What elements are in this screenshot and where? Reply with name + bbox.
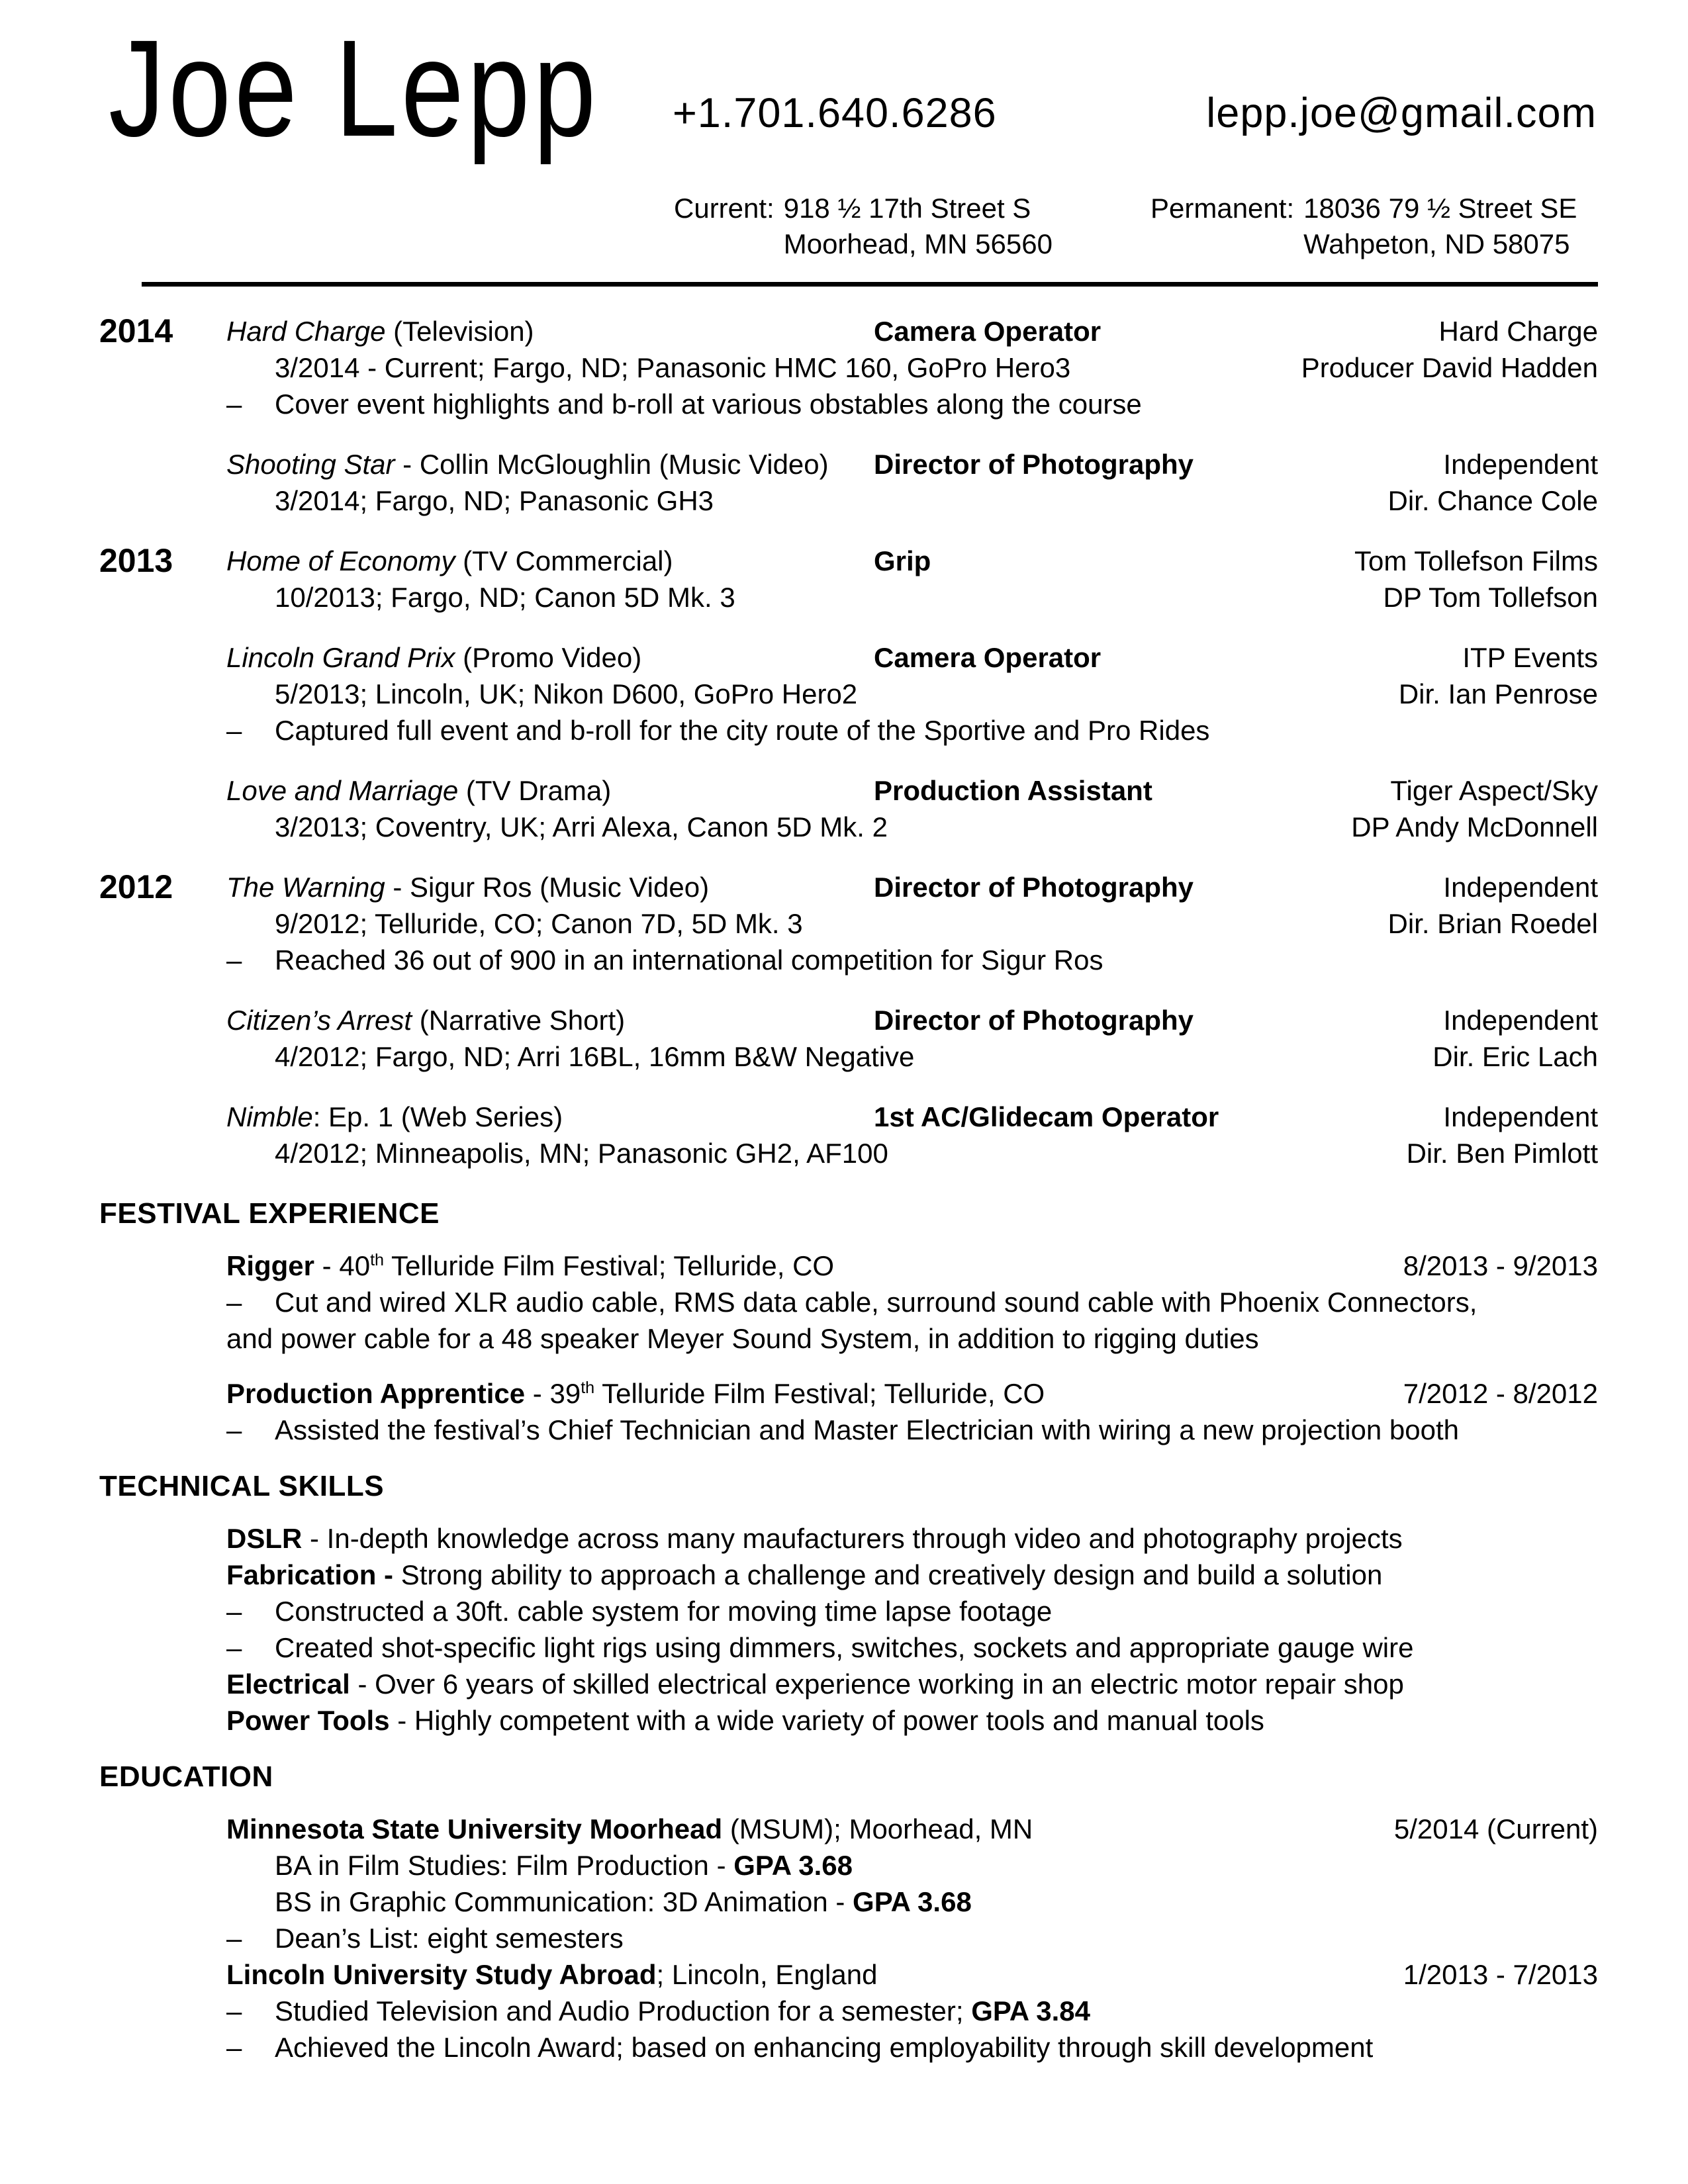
skill-line <box>226 1666 1598 1702</box>
school-name: Lincoln University Study Abroad <box>226 1959 657 1990</box>
festival-entry-header <box>226 1248 1598 1284</box>
permanent-address-label: Permanent: <box>1150 193 1295 224</box>
resume-body <box>99 313 1598 2066</box>
education-section-heading: EDUCATION <box>99 1760 273 1793</box>
company-name: Independent <box>1443 1005 1598 1036</box>
credit-line: Dir. Ian Penrose <box>1398 678 1598 709</box>
experience-entry <box>99 639 1598 749</box>
project-title <box>226 1002 874 1038</box>
bullet-text: Captured full event and b-roll for the city route of the Sportive and Pro Rides <box>275 715 1210 746</box>
current-address-label: Current: <box>674 193 774 224</box>
experience-entry <box>99 313 1598 422</box>
year-label <box>99 446 226 482</box>
credit-line: DP Andy McDonnell <box>1351 811 1598 842</box>
company-name: Tom Tollefson Films <box>1354 545 1598 576</box>
bullet <box>226 1284 1598 1320</box>
project-title-name: Nimble <box>226 1101 313 1132</box>
festival-role-title <box>226 1248 834 1284</box>
skill-name: DSLR <box>226 1523 303 1554</box>
degree-text: BA in Film Studies: Film Production - <box>275 1850 734 1881</box>
education-dates: 1/2013 - 7/2013 <box>1403 1959 1598 1990</box>
company-name: Independent <box>1443 1101 1598 1132</box>
bullet-text: Assisted the festival’s Chief Technician and Master Electrician with wiring a new projection booth <box>275 1414 1460 1445</box>
project-title-name: Shooting Star <box>226 449 395 480</box>
current-address-line2: Moorhead, MN 56560 <box>783 228 1053 259</box>
festival-ordinal: 39 <box>549 1378 581 1409</box>
job-details: 4/2012; Fargo, ND; Arri 16BL, 16mm B&W Negative <box>275 1041 915 1072</box>
role-title: Grip <box>874 545 931 576</box>
festival-entry <box>226 1248 1598 1357</box>
skill-description: - In-depth knowledge across many maufacturers through video and photography projects <box>302 1523 1403 1554</box>
school-name: Minnesota State University Moorhead <box>226 1813 723 1844</box>
school-location: (MSUM); Moorhead, MN <box>722 1813 1033 1844</box>
festival-ordinal-suffix: th <box>370 1251 385 1269</box>
degree-line <box>226 1884 1598 1920</box>
skills-list <box>226 1520 1598 1739</box>
current-address-line1: 918 ½ 17th Street S <box>783 193 1031 224</box>
school-title <box>226 1956 877 1993</box>
festival-ordinal: 40 <box>339 1250 371 1281</box>
skill-line <box>226 1520 1598 1557</box>
header-divider <box>142 282 1598 287</box>
skill-line <box>226 1702 1598 1739</box>
festival-ordinal-suffix: th <box>581 1379 595 1397</box>
credit-line: DP Tom Tollefson <box>1383 582 1598 613</box>
name-logotype: Joe Lepp <box>109 12 600 165</box>
company-name: Tiger Aspect/Sky <box>1390 775 1598 806</box>
job-details: 3/2013; Coventry, UK; Arri Alexa, Canon 5D Mk. 2 <box>275 811 888 842</box>
bullet <box>226 2029 1598 2066</box>
year-label: 2012 <box>99 868 173 905</box>
role-title: 1st AC/Glidecam Operator <box>874 1101 1219 1132</box>
role-title: Camera Operator <box>874 316 1102 347</box>
bullet-text: Dean’s List: eight semesters <box>275 1923 624 1954</box>
bullet-text: Constructed a 30ft. cable system for moving time lapse footage <box>275 1596 1053 1627</box>
festival-entry <box>226 1375 1598 1448</box>
festival-separator: - <box>314 1250 340 1281</box>
credit-line: Producer David Hadden <box>1301 352 1598 383</box>
phone-number: +1.701.640.6286 <box>673 90 997 136</box>
skill-line <box>226 1557 1598 1593</box>
job-details: 9/2012; Telluride, CO; Canon 7D, 5D Mk. 3 <box>275 908 803 939</box>
bullet-dash: – <box>226 944 242 976</box>
bullet-bold-text: GPA 3.84 <box>971 1995 1090 2026</box>
bullet-dash: – <box>226 1596 242 1627</box>
credit-line: Dir. Eric Lach <box>1432 1041 1598 1072</box>
bullet-dash: – <box>226 715 242 746</box>
bullet-text: Created shot-specific light rigs using dimmers, switches, sockets and appropriate gauge wire <box>275 1632 1414 1663</box>
year-label <box>99 1099 226 1135</box>
bullet-dash: – <box>226 1287 242 1318</box>
project-title <box>226 639 874 676</box>
bullet-dash: – <box>226 388 242 420</box>
project-title-name: Love and Marriage <box>226 775 459 806</box>
year-label <box>99 772 226 809</box>
project-title <box>226 1099 874 1135</box>
project-title <box>226 543 874 579</box>
bullet <box>226 1412 1598 1448</box>
festival-dates: 8/2013 - 9/2013 <box>1403 1250 1598 1281</box>
job-details: 10/2013; Fargo, ND; Canon 5D Mk. 3 <box>275 582 735 613</box>
bullet-dash: – <box>226 2032 242 2063</box>
skill-description: Strong ability to approach a challenge and creatively design and build a solution <box>393 1559 1383 1590</box>
festival-entry-header <box>226 1375 1598 1412</box>
festival-role: Rigger <box>226 1250 315 1281</box>
bullet-dash: – <box>226 1632 242 1663</box>
credit-line: Dir. Chance Cole <box>1387 485 1598 516</box>
skills-section-heading: TECHNICAL SKILLS <box>99 1470 385 1502</box>
bullet <box>226 1593 1598 1629</box>
education-entry-header <box>226 1956 1598 1993</box>
year-label: 2014 <box>99 312 173 349</box>
credit-line: Dir. Brian Roedel <box>1387 908 1598 939</box>
bullet <box>226 1629 1598 1666</box>
project-title-type: (Promo Video) <box>455 642 642 673</box>
job-details: 3/2014; Fargo, ND; Panasonic GH3 <box>275 485 714 516</box>
project-title <box>226 772 874 809</box>
experience-entry <box>99 1002 1598 1075</box>
school-location: ; Lincoln, England <box>656 1959 878 1990</box>
experience-entry <box>99 543 1598 615</box>
project-title-type: - Collin McGloughlin (Music Video) <box>395 449 829 480</box>
project-title-type: (Narrative Short) <box>412 1005 626 1036</box>
company-name: Independent <box>1443 449 1598 480</box>
gpa-value: GPA 3.68 <box>853 1886 972 1917</box>
job-details: 3/2014 - Current; Fargo, ND; Panasonic HMC 160, GoPro Hero3 <box>275 352 1071 383</box>
bullet-dash: – <box>226 1995 242 2026</box>
experience-entry <box>99 446 1598 519</box>
project-title <box>226 313 874 349</box>
festival-role-title <box>226 1375 1045 1412</box>
role-title: Director of Photography <box>874 872 1194 903</box>
project-title-name: Hard Charge <box>226 316 386 347</box>
skill-name: Electrical <box>226 1668 350 1700</box>
current-address-block <box>674 191 1053 262</box>
company-name: ITP Events <box>1462 642 1598 673</box>
skill-description: - Over 6 years of skilled electrical experience working in an electric motor repair shop <box>350 1668 1404 1700</box>
project-title-type: (TV Drama) <box>458 775 612 806</box>
email-address: lepp.joe@gmail.com <box>1206 90 1597 136</box>
role-title: Director of Photography <box>874 1005 1194 1036</box>
year-label: 2013 <box>99 542 173 579</box>
school-title <box>226 1811 1033 1847</box>
project-title-type: (TV Commercial) <box>455 545 673 576</box>
current-address-lines <box>784 191 1053 262</box>
year-label <box>99 1002 226 1038</box>
festival-section-heading: FESTIVAL EXPERIENCE <box>99 1197 440 1230</box>
bullet <box>226 1920 1598 1956</box>
company-name: Independent <box>1443 872 1598 903</box>
job-details: 4/2012; Minneapolis, MN; Panasonic GH2, AF100 <box>275 1138 888 1169</box>
experience-entry <box>99 772 1598 845</box>
permanent-address-line2: Wahpeton, ND 58075 <box>1303 228 1570 259</box>
bullet-text: Reached 36 out of 900 in an international competition for Sigur Ros <box>275 944 1103 976</box>
experience-entry <box>99 1099 1598 1171</box>
permanent-address-line1: 18036 79 ½ Street SE <box>1303 193 1577 224</box>
bullet-dash: – <box>226 1923 242 1954</box>
bullet-dash: – <box>226 1414 242 1445</box>
festival-role: Production Apprentice <box>226 1378 526 1409</box>
bullet <box>226 942 1598 978</box>
job-details: 5/2013; Lincoln, UK; Nikon D600, GoPro Hero2 <box>275 678 858 709</box>
project-title <box>226 446 874 482</box>
permanent-address-lines <box>1303 191 1577 262</box>
education-entry <box>226 1811 1598 1956</box>
education-entry <box>226 1956 1598 2066</box>
bullet <box>226 386 1598 422</box>
skill-description: - Highly competent with a wide variety of power tools and manual tools <box>389 1705 1264 1736</box>
bullet-text: Cover event highlights and b-roll at various obstables along the course <box>275 388 1142 420</box>
credit-line: Dir. Ben Pimlott <box>1406 1138 1598 1169</box>
skill-name: Fabrication - <box>226 1559 394 1590</box>
project-title-name: Citizen’s Arrest <box>226 1005 412 1036</box>
festival-title-rest: Telluride Film Festival; Telluride, CO <box>594 1378 1045 1409</box>
bullet <box>226 712 1598 749</box>
bullet-continuation: and power cable for a 48 speaker Meyer Sound System, in addition to rigging duties <box>226 1323 1259 1354</box>
project-title-name: Lincoln Grand Prix <box>226 642 455 673</box>
year-label <box>99 639 226 676</box>
bullet <box>226 1993 1598 2029</box>
bullet-text: Cut and wired XLR audio cable, RMS data cable, surround sound cable with Phoenix Connectors, <box>275 1287 1477 1318</box>
role-title: Director of Photography <box>874 449 1194 480</box>
role-title: Production Assistant <box>874 775 1152 806</box>
degree-text: BS in Graphic Communication: 3D Animation - <box>275 1886 853 1917</box>
company-name: Hard Charge <box>1438 316 1598 347</box>
project-title <box>226 869 874 905</box>
bullet-text: Achieved the Lincoln Award; based on enhancing employability through skill development <box>275 2032 1374 2063</box>
festival-separator: - <box>525 1378 550 1409</box>
role-title: Camera Operator <box>874 642 1102 673</box>
skill-name: Power Tools <box>226 1705 390 1736</box>
festival-title-rest: Telluride Film Festival; Telluride, CO <box>384 1250 835 1281</box>
bullet-text: Studied Television and Audio Production for a semester; <box>275 1995 972 2026</box>
degree-line <box>226 1847 1598 1884</box>
experience-entry <box>99 869 1598 978</box>
resume-header <box>99 0 1598 288</box>
project-title-type: (Television) <box>385 316 534 347</box>
project-title-name: Home of Economy <box>226 545 455 576</box>
permanent-address-block <box>1150 191 1577 262</box>
project-title-type: - Sigur Ros (Music Video) <box>385 872 710 903</box>
education-dates: 5/2014 (Current) <box>1393 1813 1598 1844</box>
festival-dates: 7/2012 - 8/2012 <box>1403 1378 1598 1409</box>
project-title-type: : Ep. 1 (Web Series) <box>312 1101 563 1132</box>
project-title-name: The Warning <box>226 872 385 903</box>
education-entry-header <box>226 1811 1598 1847</box>
gpa-value: GPA 3.68 <box>733 1850 853 1881</box>
